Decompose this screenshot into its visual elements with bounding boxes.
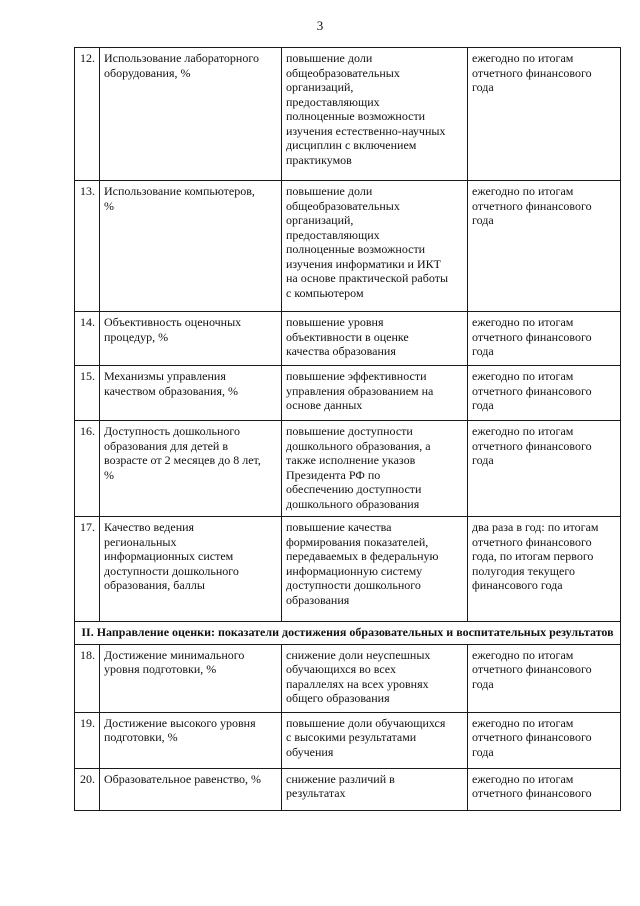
indicator-name — [100, 421, 282, 517]
assessment-period-text: ежегодно по итогам отчетного финансового года — [472, 51, 592, 94]
indicator-name — [100, 312, 282, 366]
indicators-table-body-part1 — [75, 48, 621, 622]
indicator-name-text: Достижение высокого уровня подготовки, % — [104, 715, 256, 744]
row-number — [75, 48, 100, 181]
assessment-period — [468, 517, 621, 622]
table-row — [75, 517, 621, 622]
indicator-goal — [282, 366, 468, 421]
assessment-period-text: ежегодно по итогам отчетного финансового года — [472, 315, 592, 358]
row-number — [75, 517, 100, 622]
indicator-name-text: Образовательное равенство, % — [104, 771, 262, 786]
row-number — [75, 312, 100, 366]
indicator-name — [100, 712, 282, 768]
indicator-goal — [282, 312, 468, 366]
row-number-text: 17. — [80, 520, 95, 534]
indicator-name-text: Качество ведения региональных информационных систем доступности дошкольного образования, баллы — [104, 520, 239, 592]
row-number-text: 15. — [80, 369, 95, 383]
assessment-period — [468, 712, 621, 768]
table-row — [75, 768, 621, 810]
indicator-goal-text: снижение различий в результатах — [286, 771, 395, 800]
assessment-period-text: ежегодно по итогам отчетного финансового года — [472, 424, 592, 467]
table-row — [75, 421, 621, 517]
assessment-period — [468, 768, 621, 810]
assessment-period — [468, 366, 621, 421]
assessment-period-text: ежегодно по итогам отчетного финансового года — [472, 369, 592, 412]
table-row — [75, 644, 621, 712]
indicator-name — [100, 517, 282, 622]
indicator-name-text: Доступность дошкольного образования для детей в возрасте от 2 месяцев до 8 лет, % — [104, 424, 261, 482]
indicator-name — [100, 768, 282, 810]
row-number — [75, 421, 100, 517]
indicator-goal — [282, 712, 468, 768]
table-row — [75, 712, 621, 768]
section-heading-row — [75, 622, 621, 645]
page-number: 3 — [316, 18, 324, 33]
assessment-period-text: два раза в год: по итогам отчетного финансового года, по итогам первого полугодия текущего финансового года — [472, 520, 599, 592]
indicator-name-text: Достижение минимального уровня подготовки, % — [104, 647, 245, 676]
row-number — [75, 712, 100, 768]
indicator-goal-text: повышение доли общеобразовательных организаций, предоставляющих полноценные возможности изучения естественно-научных дисциплин с включением практикумов — [286, 51, 446, 167]
assessment-period — [468, 312, 621, 366]
table-row — [75, 312, 621, 366]
indicators-table-body-part2 — [75, 644, 621, 810]
row-number-text: 16. — [80, 424, 95, 438]
section-heading: II. Направление оценки: показатели достижения образовательных и воспитательных результатов — [75, 622, 621, 645]
indicators-table — [74, 47, 621, 811]
indicator-goal — [282, 644, 468, 712]
table-row — [75, 48, 621, 181]
indicator-goal — [282, 768, 468, 810]
assessment-period — [468, 48, 621, 181]
indicator-goal — [282, 421, 468, 517]
assessment-period — [468, 644, 621, 712]
indicator-goal-text: повышение качества формирования показателей, передаваемых в федеральную информационную систему доступности дошкольного образования — [286, 520, 439, 607]
assessment-period-text: ежегодно по итогам отчетного финансового — [472, 771, 592, 800]
indicator-goal-text: повышение уровня объективности в оценке качества образования — [286, 315, 409, 358]
table-row — [75, 181, 621, 312]
assessment-period — [468, 421, 621, 517]
section-heading-body — [75, 622, 621, 645]
indicator-goal — [282, 48, 468, 181]
assessment-period-text: ежегодно по итогам отчетного финансового года — [472, 647, 592, 691]
row-number — [75, 768, 100, 810]
indicator-name — [100, 48, 282, 181]
row-number — [75, 181, 100, 312]
row-number — [75, 644, 100, 712]
indicator-goal-text: повышение доступности дошкольного образования, а также исполнение указов Президента РФ по обеспечению доступности дошкольного образования — [286, 424, 431, 511]
table-row — [75, 366, 621, 421]
row-number-text: 13. — [80, 184, 95, 198]
indicator-goal-text: повышение доли общеобразовательных организаций, предоставляющих полноценные возможности изучения информатики и ИКТ на основе практической работы с компьютером — [286, 184, 449, 300]
indicator-goal — [282, 517, 468, 622]
row-number-text: 14. — [80, 315, 95, 329]
row-number-text: 19. — [80, 715, 95, 730]
indicator-name — [100, 644, 282, 712]
indicator-name-text: Механизмы управления качеством образования, % — [104, 369, 238, 398]
indicator-name — [100, 366, 282, 421]
assessment-period — [468, 181, 621, 312]
indicator-name-text: Использование лабораторного оборудования, % — [104, 51, 259, 80]
indicator-goal-text: повышение доли обучающихся с высокими результатами обучения — [286, 715, 446, 759]
row-number-text: 18. — [80, 647, 95, 662]
row-number-text: 20. — [80, 771, 95, 786]
row-number-text: 12. — [80, 51, 95, 65]
assessment-period-text: ежегодно по итогам отчетного финансового года — [472, 184, 592, 227]
assessment-period-text: ежегодно по итогам отчетного финансового года — [472, 715, 592, 759]
row-number — [75, 366, 100, 421]
indicator-name-text: Использование компьютеров, % — [104, 184, 255, 213]
indicator-name-text: Объективность оценочных процедур, % — [104, 315, 242, 344]
indicator-goal — [282, 181, 468, 312]
indicator-goal-text: повышение эффективности управления образованием на основе данных — [286, 369, 434, 412]
indicator-goal-text: снижение доли неуспешных обучающихся во всех параллелях на всех уровнях общего образования — [286, 647, 431, 705]
indicator-name — [100, 181, 282, 312]
